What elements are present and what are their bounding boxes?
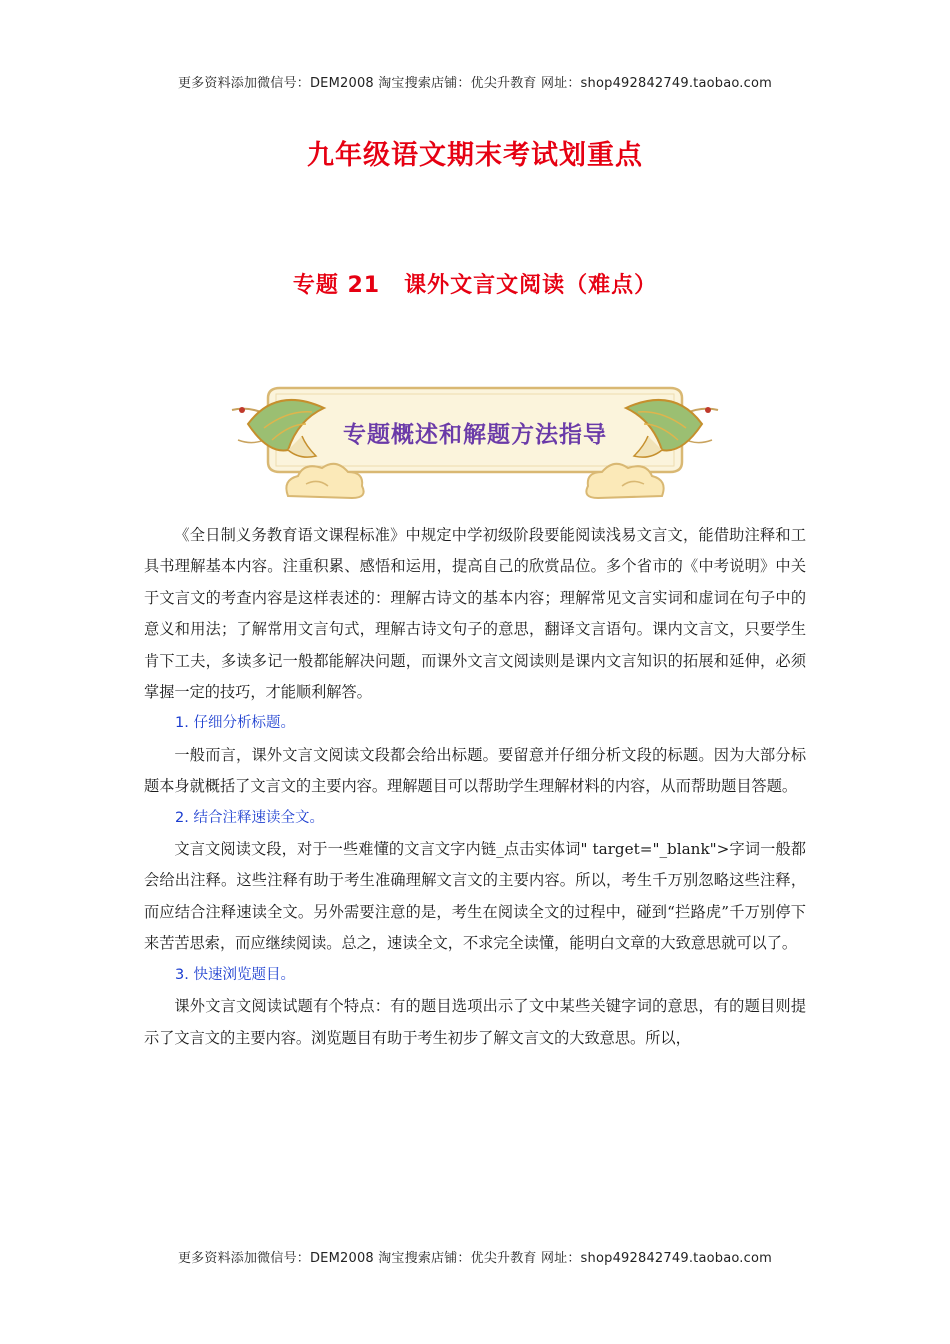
topic-name: 课外文言文阅读（难点）	[404, 273, 658, 298]
point-heading: 1. 仔细分析标题。	[175, 715, 295, 732]
point-heading: 3. 快速浏览题目。	[175, 966, 295, 983]
page-footer: 更多资料添加微信号：DEM2008 淘宝搜索店铺：优尖升教育 网址：shop492842749.taobao.com	[177, 1251, 773, 1266]
point-paragraph: 文言文阅读文段，对于一些难懂的文言文字内链_点击实体词" target="_blank">字词一般都会给出注释。这些注释有助于考生准确理解文言文的主要内容。所以，考生千万别忽略这些注释，而应结合注释速读全文。另外需要注意的是，考生在阅读全文的过程中，碰到“拦路虎”千万别停下来苦苦思索，而应继续阅读。总之，速读全文，不求完全读懂，能明白文章的大致意思就可以了。	[144, 840, 806, 953]
page-header: 更多资料添加微信号：DEM2008 淘宝搜索店铺：优尖升教育 网址：shop492842749.taobao.com	[177, 76, 773, 91]
topic-title	[0, 268, 950, 299]
section-banner	[228, 380, 722, 505]
point-paragraph: 一般而言，课外文言文阅读文段都会给出标题。要留意并仔细分析文段的标题。因为大部分标题本身就概括了文言文的主要内容。理解题目可以帮助学生理解材料的内容，从而帮助题目答题。	[144, 745, 806, 796]
topic-number: 专题 21	[292, 273, 381, 298]
intro-paragraph: 《全日制义务教育语文课程标准》中规定中学初级阶段要能阅读浅易文言文，能借助注释和工具书理解基本内容。注重积累、感悟和运用，提高自己的欣赏品位。多个省市的《中考说明》中关于文言文的考查内容是这样表述的：理解古诗文的基本内容；理解常见文言实词和虚词在句子中的意义和用法；了解常用文言句式，理解古诗文句子的意思，翻译文言语句。课内文言文，只要学生肯下工夫，多读多记一般都能解决问题，而课外文言文阅读则是课内文言知识的拓展和延伸，必须掌握一定的技巧，才能顺利解答。	[144, 526, 806, 702]
point-paragraph: 课外文言文阅读试题有个特点：有的题目选项出示了文中某些关键字词的意思，有的题目则提示了文言文的主要内容。浏览题目有助于考生初步了解文言文的大致意思。所以，	[144, 997, 806, 1047]
document-title: 九年级语文期末考试划重点	[307, 140, 643, 171]
point-heading: 2. 结合注释速读全文。	[175, 809, 324, 826]
banner-label: 专题概述和解题方法指导	[343, 422, 607, 448]
document-body	[144, 520, 806, 1054]
